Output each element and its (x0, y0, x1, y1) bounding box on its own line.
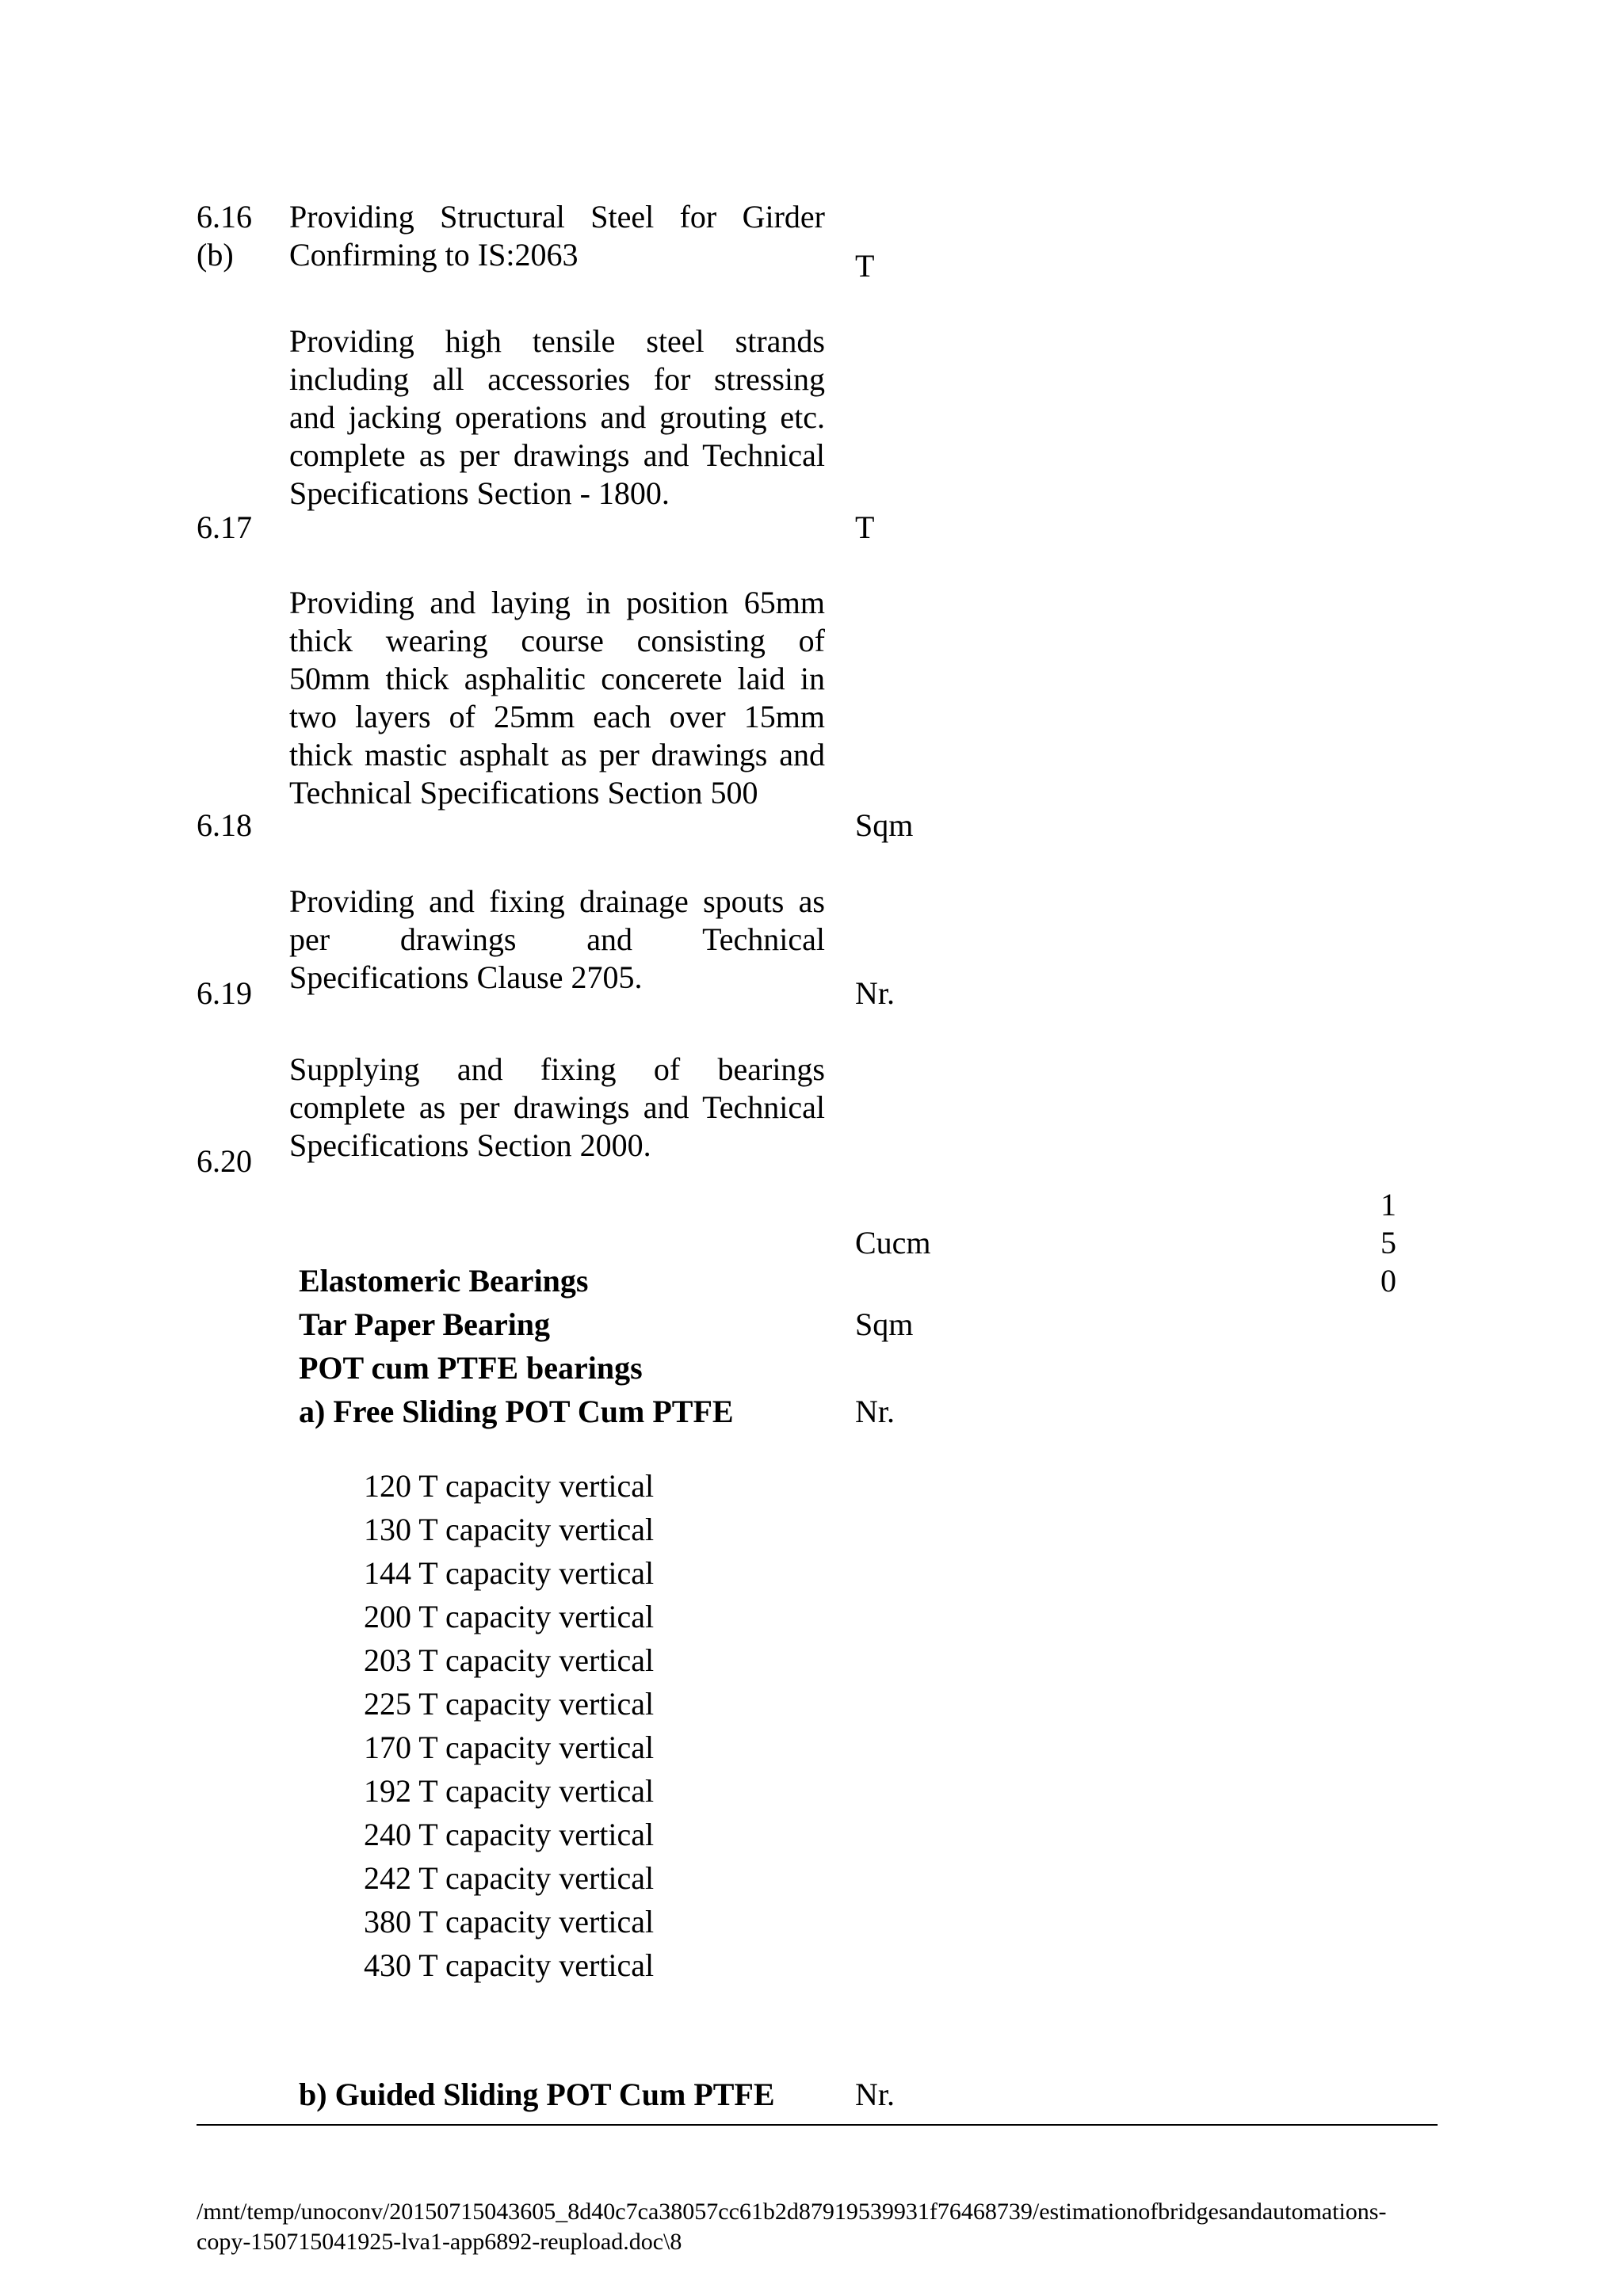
bearing-heading: Elastomeric Bearings (299, 1263, 589, 1299)
capacity-item: 203 T capacity vertical (364, 1642, 655, 1678)
description-line: Providing and fixing drainage spouts as (289, 883, 825, 919)
description-line: Specifications Clause 2705. (289, 959, 643, 995)
item-unit: Nr. (855, 975, 895, 1011)
capacity-item: 430 T capacity vertical (364, 1947, 655, 1983)
description-line: per drawings and Technical (289, 921, 825, 957)
item-description (289, 322, 825, 513)
footer-divider (197, 2124, 1438, 2126)
item-unit: Nr. (855, 2077, 895, 2112)
capacity-item: 242 T capacity vertical (364, 1860, 655, 1896)
description-line: Confirming to IS:2063 (289, 237, 579, 273)
item-number: 6.19 (197, 975, 252, 1011)
item-number: 6.17 (197, 509, 252, 545)
description-line: thick wearing course consisting of (289, 623, 825, 658)
description-line: including all accessories for stressing (289, 361, 825, 397)
capacity-item: 225 T capacity vertical (364, 1686, 655, 1722)
item-number: 6.20 (197, 1143, 252, 1179)
item-number: 6.18 (197, 807, 252, 843)
description-line: Supplying and fixing of bearings (289, 1051, 825, 1087)
description-line: Specifications Section 2000. (289, 1127, 651, 1163)
description-line: Providing Structural Steel for Girder (289, 199, 825, 235)
capacity-item: 192 T capacity vertical (364, 1773, 655, 1809)
capacity-item: 170 T capacity vertical (364, 1730, 655, 1765)
description-line: Providing and laying in position 65mm (289, 585, 825, 620)
item-unit: Cucm (855, 1225, 931, 1261)
description-line: two layers of 25mm each over 15mm (289, 699, 825, 734)
description-line: 50mm thick asphalitic concerete laid in (289, 661, 825, 696)
description-line: Technical Specifications Section 500 (289, 775, 758, 810)
item-number: 6.16 (197, 199, 252, 235)
item-unit: Sqm (855, 1306, 914, 1342)
description-line: Providing high tensile steel strands (289, 323, 825, 359)
capacity-item: 120 T capacity vertical (364, 1468, 655, 1504)
quantity-digit: 1 (1381, 1187, 1396, 1222)
capacity-item: 144 T capacity vertical (364, 1555, 655, 1591)
item-unit: Sqm (855, 807, 914, 843)
bearing-heading: POT cum PTFE bearings (299, 1350, 643, 1386)
capacity-item: 130 T capacity vertical (364, 1512, 655, 1547)
item-number-suffix: (b) (197, 237, 234, 273)
quantity-digit: 0 (1381, 1263, 1396, 1299)
description-line: complete as per drawings and Technical (289, 437, 825, 473)
item-description (289, 1051, 825, 1165)
item-description (289, 198, 825, 274)
footer-path-line-1: /mnt/temp/unoconv/20150715043605_8d40c7ca38057cc61b2d87919539931f76468739/estimationofbridgesandautomations- (197, 2199, 1387, 2225)
description-line: thick mastic asphalt as per drawings and (289, 737, 825, 772)
item-description (289, 584, 825, 812)
footer-path-line-2: copy-150715041925-lva1-app6892-reupload.doc\8 (197, 2229, 682, 2255)
bearing-heading: a) Free Sliding POT Cum PTFE (299, 1394, 734, 1429)
capacity-item: 200 T capacity vertical (364, 1599, 655, 1634)
quantity-digit: 5 (1381, 1225, 1396, 1261)
description-line: and jacking operations and grouting etc. (289, 399, 825, 435)
description-line: complete as per drawings and Technical (289, 1089, 825, 1125)
item-unit: Nr. (855, 1394, 895, 1429)
bearing-heading: b) Guided Sliding POT Cum PTFE (299, 2077, 775, 2112)
capacity-item: 380 T capacity vertical (364, 1904, 655, 1939)
item-unit: T (855, 248, 875, 284)
bearing-heading: Tar Paper Bearing (299, 1306, 551, 1342)
capacity-item: 240 T capacity vertical (364, 1817, 655, 1852)
item-description (289, 883, 825, 997)
description-line: Specifications Section - 1800. (289, 475, 670, 511)
item-unit: T (855, 509, 875, 545)
